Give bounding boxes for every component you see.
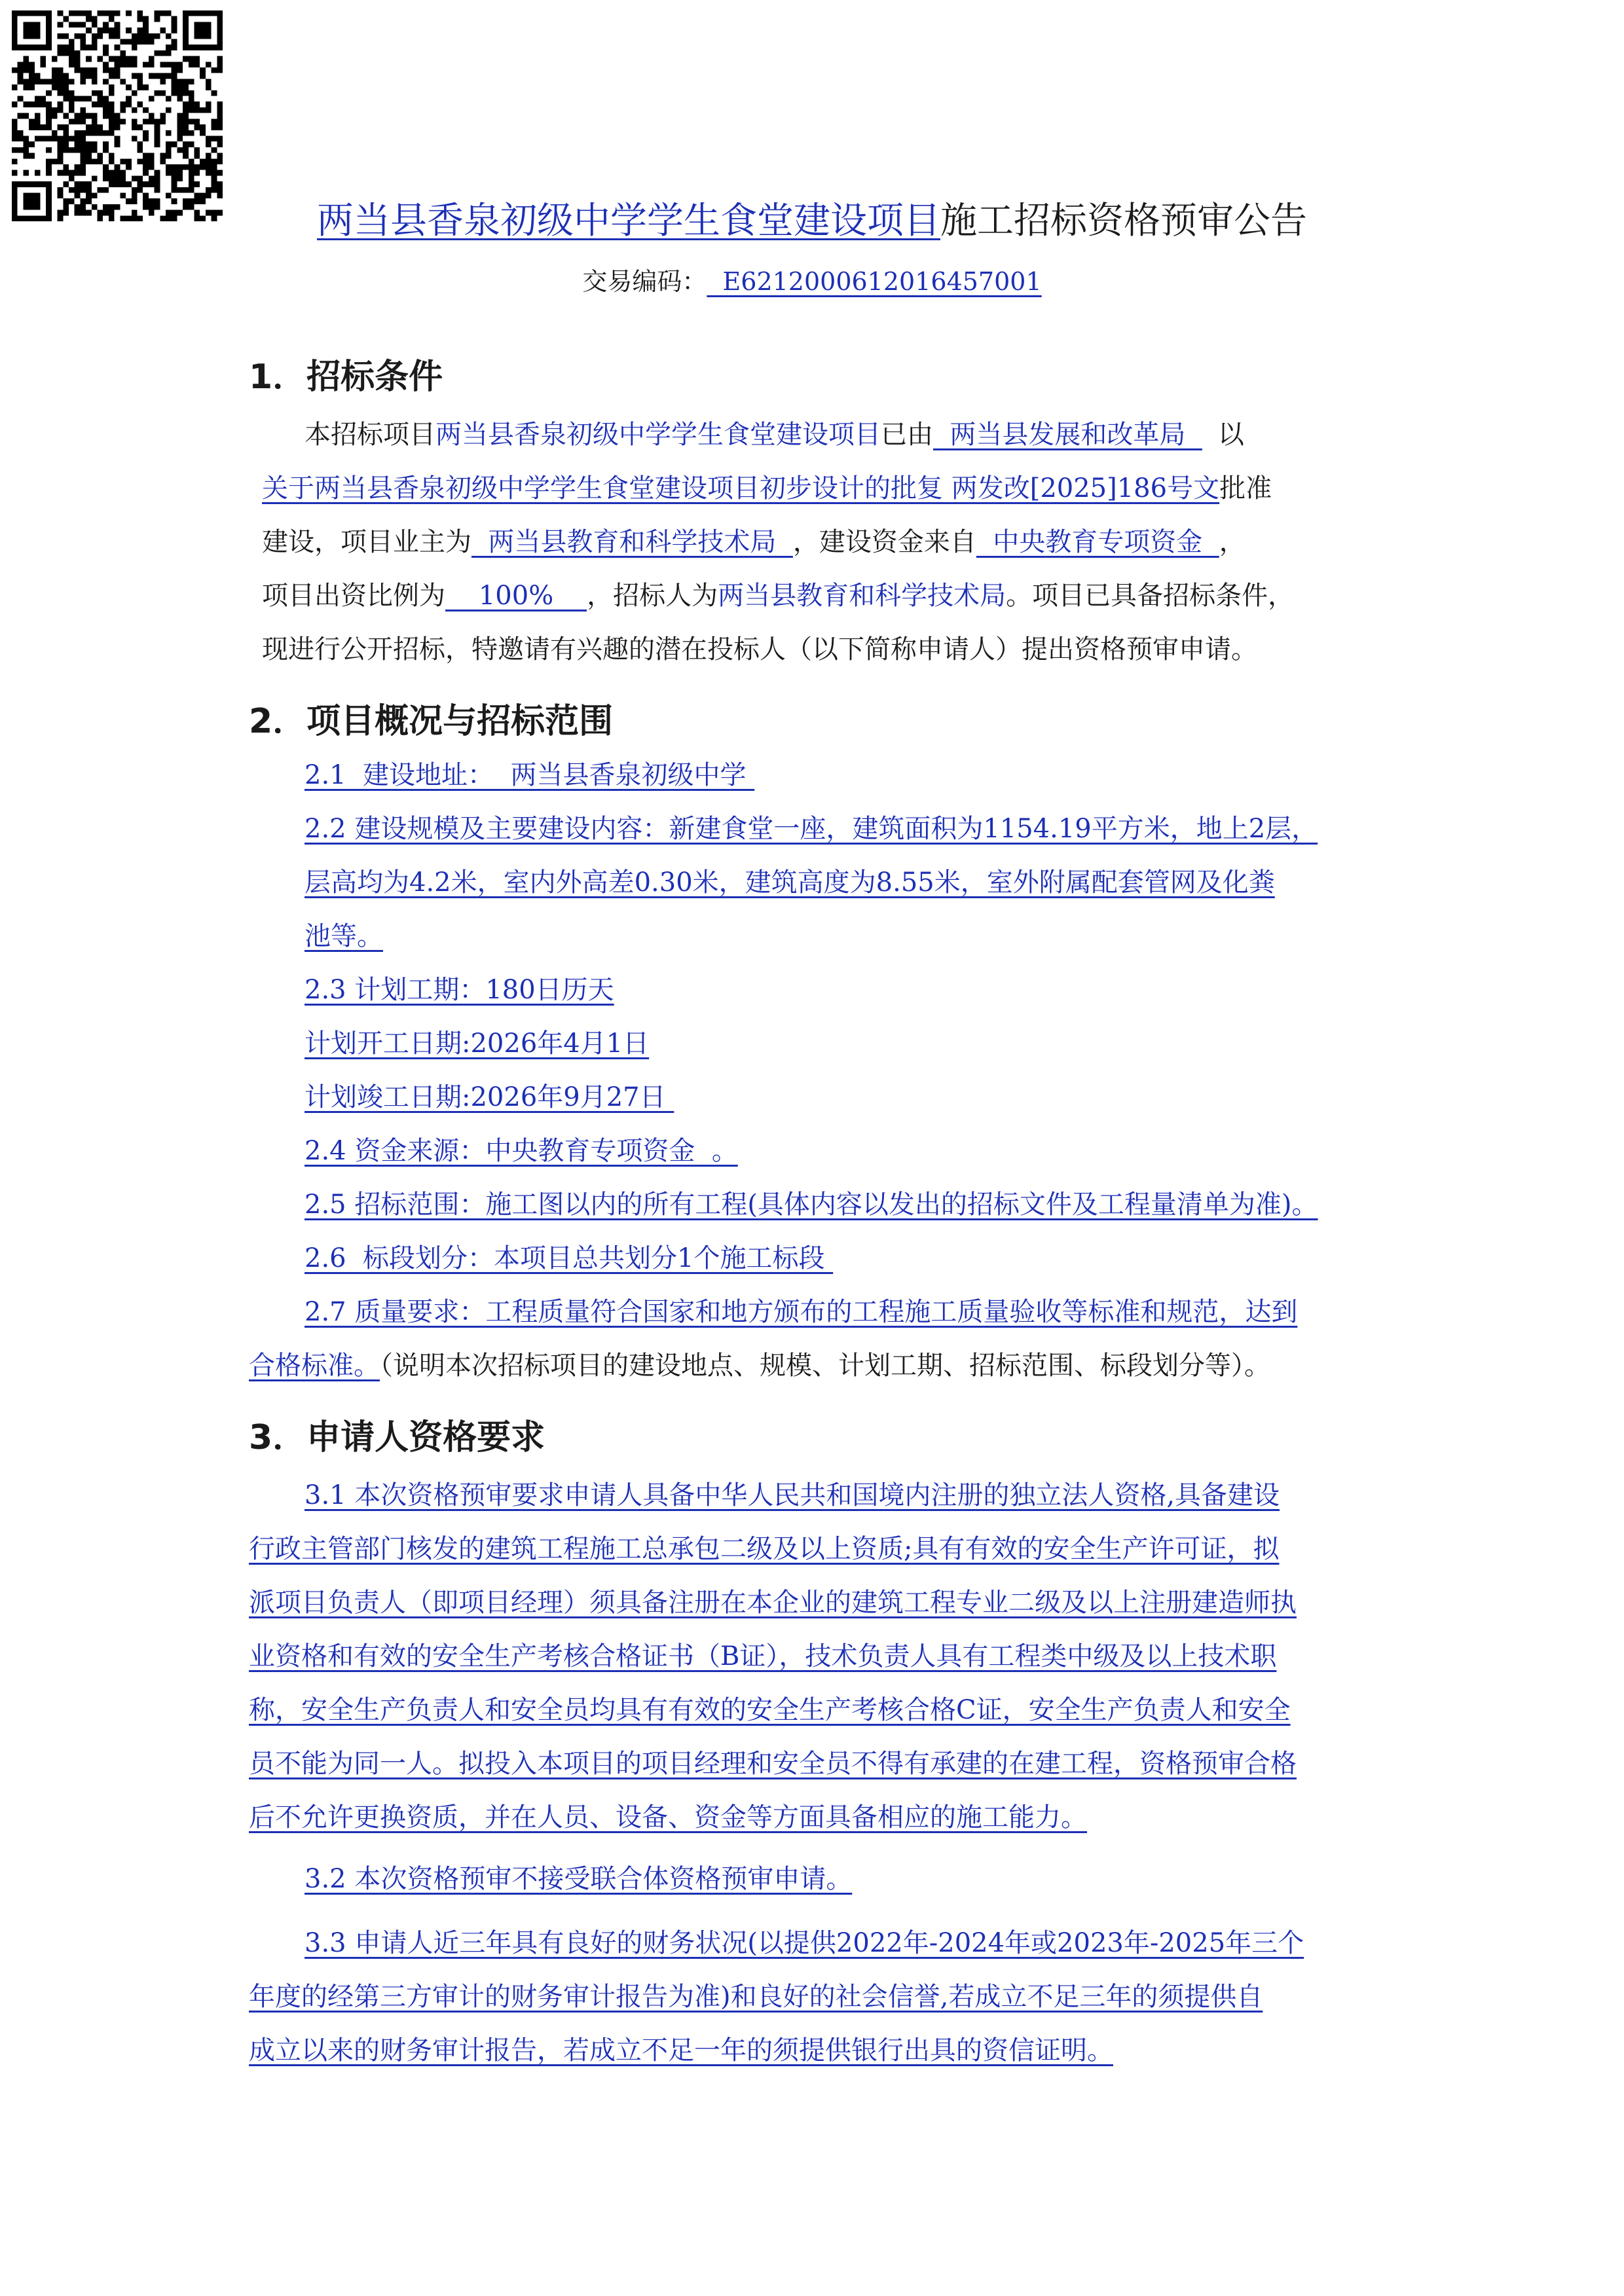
s1-line1: 本招标项目两当县香泉初级中学学生食堂建设项目已由 两当县发展和改革局 以 — [304, 420, 1244, 450]
s3-line9[interactable]: 3.3 申请人近三年具有良好的财务状况(以提供2022年-2024年或2023年-2025年三个 — [304, 1928, 1304, 1958]
s2-line4[interactable]: 池等。 — [304, 921, 383, 951]
s1-line5: 现进行公开招标，特邀请有兴趣的潜在投标人（以下简称申请人）提出资格预审申请。 — [262, 634, 1257, 665]
s1-project-name[interactable]: 两当县香泉初级中学学生食堂建设项目 — [435, 420, 881, 450]
page-title — [0, 195, 1624, 247]
s3-line4[interactable]: 业资格和有效的安全生产考核合格证书（B证），技术负责人具有工程类中级及以上技术职 — [249, 1641, 1277, 1671]
s2-line6[interactable]: 计划开工日期:2026年4月1日 — [304, 1029, 650, 1059]
s3-line6[interactable]: 员不能为同一人。拟投入本项目的项目经理和安全员不得有承建的在建工程，资格预审合格 — [249, 1749, 1297, 1779]
title-project-link[interactable]: 两当县香泉初级中学学生食堂建设项目 — [317, 200, 940, 242]
s2-line8[interactable]: 2.4 资金来源：中央教育专项资金 。 — [304, 1136, 738, 1166]
s3-line1[interactable]: 3.1 本次资格预审要求申请人具备中华人民共和国境内注册的独立法人资格,具备建设 — [304, 1480, 1280, 1510]
s3-line2[interactable]: 行政主管部门核发的建筑工程施工总承包二级及以上资质;具有有效的安全生产许可证，拟 — [249, 1534, 1280, 1564]
code-label: 交易编码： — [582, 267, 707, 296]
s1-funding[interactable]: 中央教育专项资金 — [976, 527, 1219, 557]
s3-line8[interactable]: 3.2 本次资格预审不接受联合体资格预审申请。 — [304, 1864, 853, 1894]
s1-approval-authority[interactable]: 两当县发展和改革局 — [933, 420, 1202, 450]
s3-line7[interactable]: 后不允许更换资质，并在人员、设备、资金等方面具备相应的施工能力。 — [249, 1802, 1087, 1832]
transaction-code — [0, 263, 1624, 300]
s2-line3[interactable]: 层高均为4.2米，室内外高差0.30米，建筑高度为8.55米，室外附属配套管网及化粪 — [304, 867, 1275, 898]
s3-line3[interactable]: 派项目负责人（即项目经理）须具备注册在本企业的建筑工程专业二级及以上注册建造师执 — [249, 1588, 1297, 1618]
s2-line9[interactable]: 2.5 招标范围：施工图以内的所有工程(具体内容以发出的招标文件及工程量清单为准)。 — [304, 1190, 1318, 1220]
section1-heading: 1．招标条件 — [249, 357, 443, 397]
s1-line4: 项目出资比例为 100% ，招标人为两当县教育和科学技术局。项目已具备招标条件， — [262, 581, 1295, 611]
code-value[interactable]: E6212000612016457001 — [707, 267, 1042, 296]
s2-line11[interactable]: 2.7 质量要求：工程质量符合国家和地方颁布的工程施工质量验收等标准和规范，达到 — [304, 1297, 1298, 1327]
section2-heading: 2．项目概况与招标范围 — [249, 702, 614, 741]
qr-code-icon — [12, 10, 223, 221]
s1-approval-doc[interactable]: 关于两当县香泉初级中学学生食堂建设项目初步设计的批复 两发改[2025]186号文 — [262, 473, 1220, 503]
s2-line10[interactable]: 2.6 标段划分：本项目总共划分1个施工标段 — [304, 1243, 834, 1273]
s3-line10[interactable]: 年度的经第三方审计的财务审计报告为准)和良好的社会信誉,若成立不足三年的须提供自 — [249, 1982, 1263, 2012]
s2-line1[interactable]: 2.1 建设地址： 两当县香泉初级中学 — [304, 760, 755, 790]
s1-line3: 建设，项目业主为 两当县教育和科学技术局 ，建设资金来自 中央教育专项资金 ， — [262, 527, 1246, 557]
s1-tenderer[interactable]: 两当县教育和科学技术局 — [718, 581, 1006, 611]
s2-line5[interactable]: 2.3 计划工期：180日历天 — [304, 975, 614, 1005]
s1-owner[interactable]: 两当县教育和科学技术局 — [471, 527, 793, 557]
s2-line7[interactable]: 计划竣工日期:2026年9月27日 — [304, 1082, 674, 1112]
s3-line5[interactable]: 称，安全生产负责人和安全员均具有有效的安全生产考核合格C证，安全生产负责人和安全 — [249, 1695, 1291, 1725]
s1-ratio[interactable]: 100% — [445, 581, 587, 611]
s2-quality-standard[interactable]: 合格标准。 — [249, 1351, 380, 1381]
section3-heading: 3．申请人资格要求 — [249, 1418, 545, 1457]
s1-line2: 关于两当县香泉初级中学学生食堂建设项目初步设计的批复 两发改[2025]186号文批准 — [262, 473, 1272, 503]
s3-line11[interactable]: 成立以来的财务审计报告，若成立不足一年的须提供银行出具的资信证明。 — [249, 2035, 1113, 2066]
title-rest: 施工招标资格预审公告 — [940, 200, 1307, 242]
s2-line12: 合格标准。（说明本次招标项目的建设地点、规模、计划工期、招标范围、标段划分等）。 — [249, 1351, 1270, 1381]
s2-line2[interactable]: 2.2 建设规模及主要建设内容：新建食堂一座，建筑面积为1154.19平方米，地上2层， — [304, 814, 1318, 844]
